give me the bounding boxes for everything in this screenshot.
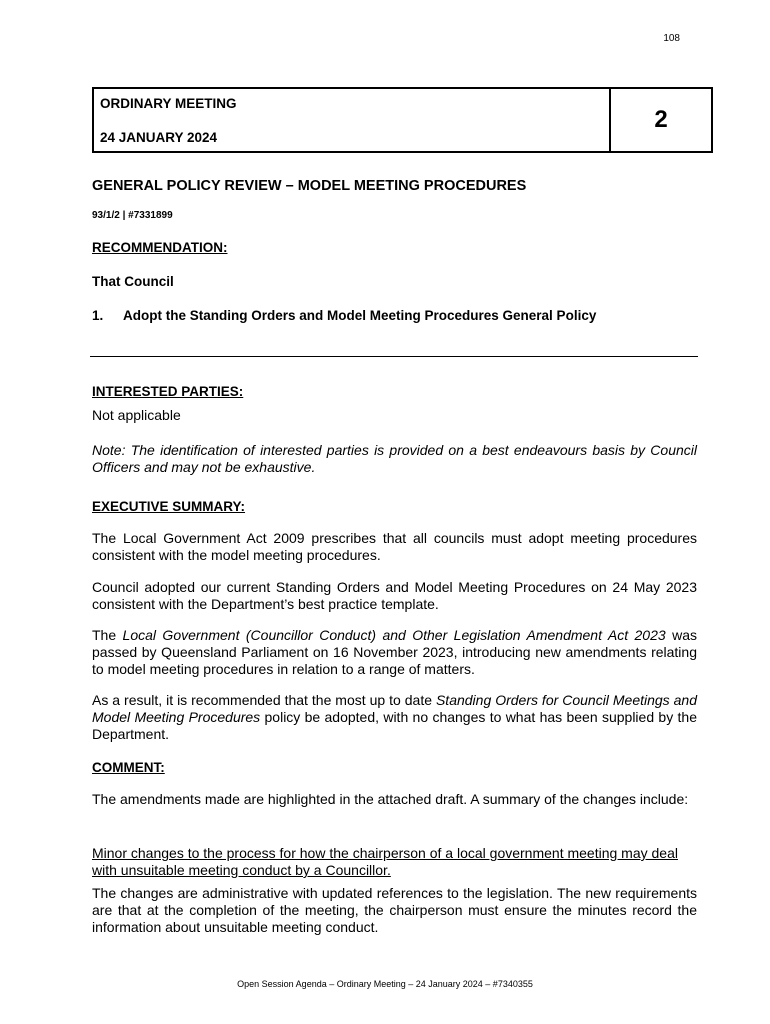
comment-heading: COMMENT: <box>92 760 165 775</box>
section-divider <box>90 356 698 357</box>
executive-summary-paragraph-2: Council adopted our current Standing Orders and Model Meeting Procedures on 24 May 2023 consistent with the Department’s best practice template. <box>92 579 697 612</box>
act-description: was passed by Queensland Parliament on 16 November 2023, introducing new amendments relating to model meeting procedures in relation to a range of matters. <box>92 627 697 677</box>
interested-parties-text: Not applicable <box>92 407 181 423</box>
meeting-header-box <box>92 87 713 153</box>
executive-summary-paragraph-3 <box>92 627 697 678</box>
recommendation-item-text: Adopt the Standing Orders and Model Meeting Procedures General Policy <box>123 308 597 323</box>
comment-subheading: Minor changes to the process for how the chairperson of a local government meeting may deal with unsuitable meeting conduct by a Councillor. <box>92 845 678 878</box>
page-footer: Open Session Agenda – Ordinary Meeting – 24 January 2024 – #7340355 <box>237 979 533 989</box>
policy-name: Standing Orders for Council Meetings and Model Meeting Procedures <box>92 692 697 725</box>
report-reference: 93/1/2 | #7331899 <box>92 210 173 221</box>
act-name: Local Government (Councillor Conduct) and Other Legislation Amendment Act 2023 <box>122 627 666 643</box>
meeting-type: ORDINARY MEETING <box>100 96 237 111</box>
policy-intro: As a result, it is recommended that the most up to date <box>92 692 436 708</box>
meeting-info-cell <box>94 89 611 151</box>
executive-summary-paragraph-4 <box>92 692 697 743</box>
meeting-date: 24 JANUARY 2024 <box>100 130 218 145</box>
policy-outcome: policy be adopted, with no changes to what has been supplied by the Department. <box>92 709 697 742</box>
comment-paragraph-1: The amendments made are highlighted in the attached draft. A summary of the changes include: <box>92 791 689 807</box>
executive-summary-paragraph-1: The Local Government Act 2009 prescribes that all councils must adopt meeting procedures consistent with the model meeting procedures. <box>92 530 697 563</box>
comment-paragraph-2: The changes are administrative with updated references to the legislation. The new requirements are that at the completion of the meeting, the chairperson must ensure the minutes record the information about unsuitable meeting conduct. <box>92 885 697 935</box>
executive-summary-heading: EXECUTIVE SUMMARY: <box>92 499 246 514</box>
interested-parties-note: Note: The identification of interested parties is provided on a best endeavours basis by Council Officers and may not be exhaustive. <box>92 442 697 475</box>
item-number: 2 <box>654 106 668 133</box>
interested-parties-heading: INTERESTED PARTIES: <box>92 384 244 399</box>
recommendation-heading: RECOMMENDATION: <box>92 240 228 255</box>
act-intro: The <box>92 627 123 643</box>
report-title: GENERAL POLICY REVIEW – MODEL MEETING PROCEDURES <box>92 178 527 194</box>
recommendation-item-number: 1. <box>92 308 104 323</box>
page-number: 108 <box>663 33 680 44</box>
recommendation-intro: That Council <box>92 274 174 289</box>
